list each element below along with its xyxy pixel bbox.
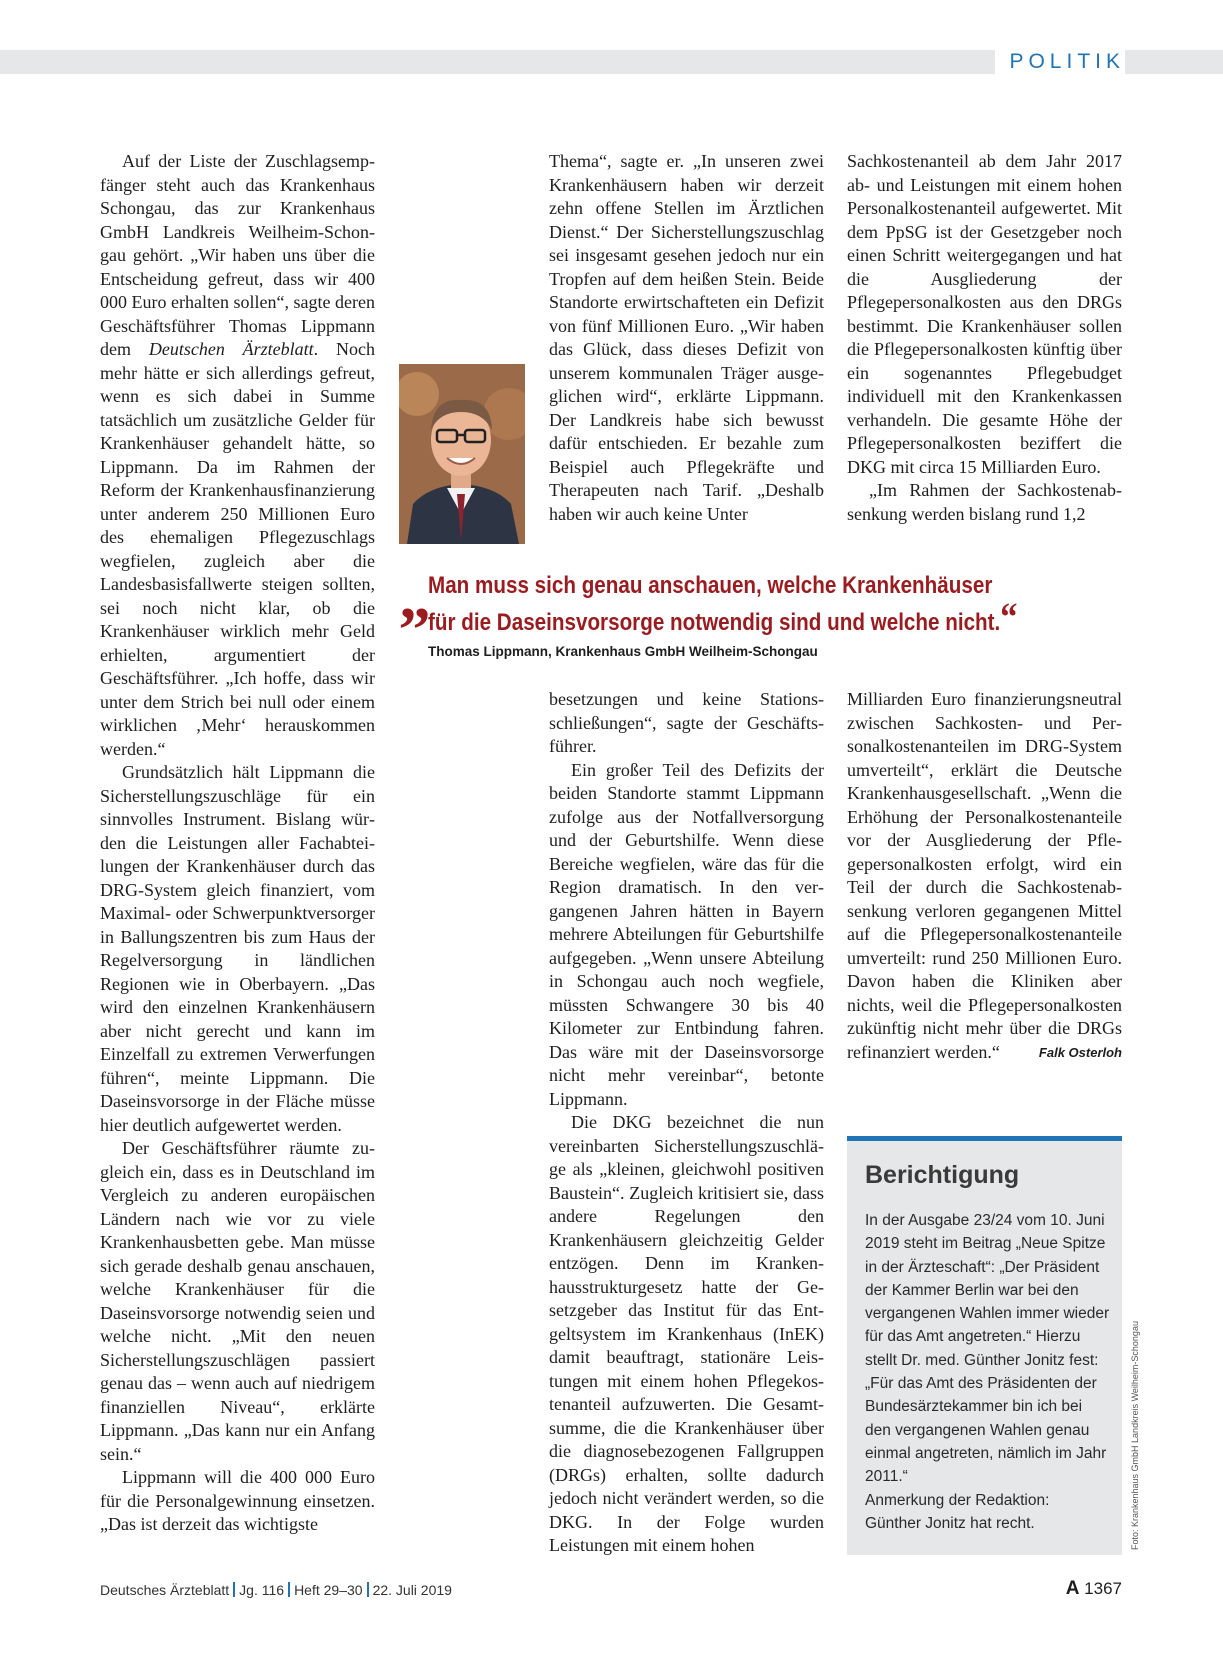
- photo-credit: Foto: Krankenhaus GmbH Landkreis Weilheim-Schongau: [1130, 1321, 1140, 1550]
- issue: Heft 29–30: [294, 1582, 363, 1598]
- paragraph: besetzungen und keine Stationsschließungen“, sagte der Geschäftsführer.: [549, 689, 824, 756]
- pull-quote-line-1: Man muss sich genau anschauen, welche Krankenhäuser: [428, 572, 993, 599]
- article-column-2-bottom: [549, 688, 824, 1558]
- quote-open-mark: „: [399, 561, 431, 632]
- article-column-3-top: [847, 150, 1122, 526]
- article-column-3-bottom: [847, 688, 1122, 1064]
- article-author: Falk Osterloh: [1038, 1044, 1122, 1060]
- paragraph: Milliarden Euro finanzierungsneutral zwischen Sachkosten- und Personalkostenanteilen im DRG-System umverteilt“, erklärt die Deutsche Krankenhausgesellschaft. „Wenn die Erhöhung der Personalkostenanteile vor der Ausgliederung der Pflegepersonalkosten erfolgt, wird ein Teil der durch die Sachkostenabsenkung verloren gegangenen Mittel auf die Pflegepersonalkostenanteile umverteilt: rund 250 Millionen Euro. Davon haben die Kliniken aber nichts, weil die Pflegepersonalkosten zukünftig nicht mehr über die DRGs refinanziert werden.“ Falk Osterloh: [847, 688, 1122, 1064]
- pull-quote: [428, 570, 1021, 638]
- paragraph: Die DKG bezeichnet die nun vereinbarten Sicherstellungszuschläge als „kleinen, gleichwohl positiven Baustein“. Zugleich kritisiert sie, dass andere Regelungen den Krankenhäusern gleichzeitig Gelder entzögen. Denn im Krankenhausstrukturgesetz hatte der Gesetzgeber das Institut für das Entgeltsystem im Krankenhaus (InEK) damit beauftragt, stationäre Leistungen mit einem hohen Pflegekostenanteil aufzuwerten. Die Gesamtsumme, die die Krankenhäuser über die diagnosebezogenen Fallgruppen (DRGs) erhalten, sollte dadurch jedoch nicht verändert werden, so die DKG. In der Folge wurden Leistungen mit einem hohen: [549, 1112, 824, 1555]
- correction-box: [847, 1136, 1122, 1555]
- journal-name: Deutsches Ärzteblatt: [100, 1582, 230, 1598]
- article-column-1: [100, 150, 375, 1537]
- correction-text: In der Ausgabe 23/24 vom 10. Juni 2019 steht im Beitrag „Neue Spitze in der Ärzteschaft“: „Der Präsident der Kammer Berlin war bei den vergangenen Wahlen immer wieder für das Amt angetreten.“ Hierzu stellt Dr. med. Günther Jonitz fest: „Für das Amt des Präsidenten der Bundesärztekammer bin ich bei den vergangenen Wahlen genau einmal angetreten, nämlich im Jahr 2011.“ Anmerkung der Redaktion: Günther Jonitz hat recht.: [865, 1212, 1110, 1532]
- issue-date: 22. Juli 2019: [372, 1582, 452, 1598]
- section-title: POLITIK: [995, 48, 1125, 76]
- paragraph: Grundsätzlich hält Lippmann die Sicherstellungszuschläge für ein sinnvolles Instrument. Bislang würden die Leistungen aller Fachabteilungen der Krankenhäuser durch das DRG-System gleich finanziert, vom Maximal- oder Schwerpunktversorger in Ballungszentren bis zum Haus der Regelversorgung in ländlichen Regionen wie in Oberbayern. „Das wird den einzelnen Krankenhäusern aber nicht gerecht und kann im Einzelfall zu extremen Verwerfungen führen“, meinte Lippmann. Die Daseinsvorsorge in der Fläche müsse hier deutlich aufgewertet werden.: [100, 762, 375, 1135]
- paragraph: „Im Rahmen der Sachkostenabsenkung werden bislang rund 1,2: [847, 480, 1122, 524]
- portrait-photo: [399, 364, 525, 544]
- paragraph: Sachkostenanteil ab dem Jahr 2017 ab- und Leistungen mit einem hohen Personalkostenanteil aufgewertet. Mit dem PpSG ist der Gesetzgeber noch einen Schritt weitergegangen und hat die Ausgliederung der Pflegepersonalkosten aus den DRGs bestimmt. Die Krankenhäuser sollen die Pflegepersonalkosten künftig über ein sogenanntes Pflegebudget individuell mit den Krankenkassen verhandeln. Die gesamte Höhe der Pflegepersonalkosten beziffert die DKG mit circa 15 Milliarden Euro.: [847, 151, 1122, 477]
- separator: [367, 1582, 369, 1597]
- paragraph: Der Geschäftsführer räumte zugleich ein, dass es in Deutschland im Vergleich zu anderen europäischen Ländern nach wie vor zu viele Krankenhausbetten gebe. Man müsse sich gerade deshalb genau anschauen, welche Krankenhäuser für die Daseinsvorsorge notwendig seien und welche nicht. „Mit den neuen Sicherstellungszuschlägen passiert genau das – wenn auch auf niedrigem finanziellen Niveau“, erklärte Lippmann. „Das kann nur ein Anfang sein.“: [100, 1138, 375, 1464]
- paragraph: Lippmann will die 400 000 Euro für die Personalgewinnung einsetzen. „Das ist derzeit das wichtigste: [100, 1467, 375, 1534]
- correction-title: Berichtigung: [865, 1161, 1020, 1189]
- article-column-2-top: [549, 150, 824, 526]
- separator: [288, 1582, 290, 1597]
- pull-quote-line-2: für die Daseinsvorsorge notwendig sind und welche nicht.“: [428, 594, 1018, 639]
- page-number: A 1367: [1065, 1578, 1122, 1599]
- paragraph: Auf der Liste der Zuschlagsempfänger steht auch das Krankenhaus Schongau, das zur Krankenhaus GmbH Landkreis Weilheim-Schongau gehört. „Wir haben uns über die Entscheidung gefreut, dass wir 400 000 Euro erhalten sollen“, sagte deren Geschäftsführer Thomas Lippmann dem Deutschen Ärzteblatt. Noch mehr hätte er sich allerdings gefreut, wenn es sich dabei in Summe tatsächlich um zusätzliche Gelder für Krankenhäuser gehandelt hätte, so Lippmann. Da im Rahmen der Reform der Krankenhausfinanzierung unter anderem 250 Millionen Euro des ehemaligen Pflegezuschlags wegfielen, zugleich aber die Landesbasisfallwerte steigen sollten, sei noch nicht klar, ob die Krankenhäuser wirklich mehr Geld erhielten, argumentiert der Geschäftsführer. „Ich hoffe, dass wir unter dem Strich bei null oder einem wirklichen ‚Mehr‘ herauskommen werden.“: [100, 151, 375, 759]
- volume: Jg. 116: [239, 1582, 285, 1598]
- footer: [100, 1582, 452, 1598]
- separator: [233, 1582, 235, 1597]
- pull-quote-source: Thomas Lippmann, Krankenhaus GmbH Weilheim-Schongau: [428, 644, 818, 659]
- paragraph: Ein großer Teil des Defizits der beiden Standorte stammt Lippmann zufolge aus der Notfallversorgung und der Geburtshilfe. Wenn diese Bereiche wegfielen, wäre das für die Region dramatisch. In den vergangenen Jahren hätten in Bayern mehrere Abteilungen für Geburtshilfe aufgegeben. „Wenn unsere Abteilung in Schongau auch noch wegfiele, müssten Schwangere 30 bis 40 Kilometer zur Entbindung fahren. Das wäre mit der Daseinsvorsorge nicht mehr vereinbar“, betonte Lippmann.: [549, 759, 824, 1109]
- quote-close-mark: “: [1000, 594, 1018, 639]
- portrait-illustration: [399, 364, 525, 544]
- paragraph: Thema“, sagte er. „In unseren zwei Krankenhäusern haben wir derzeit zehn offene Stellen im Ärztlichen Dienst.“ Der Sicherstellungszuschlag sei insgesamt gesehen jedoch nur ein Tropfen auf dem heißen Stein. Beide Standorte erwirtschafteten ein Defizit von fünf Millionen Euro. „Wir haben das Glück, dass dieses Defizit von unserem kommunalen Träger ausgeglichen wird“, erklärte Lippmann. Der Landkreis habe sich bewusst dafür entschieden. Er bezahle zum Beispiel auch Pflegekräfte und Therapeuten nach Tarif. „Deshalb haben wir auch keine Unter: [549, 151, 824, 524]
